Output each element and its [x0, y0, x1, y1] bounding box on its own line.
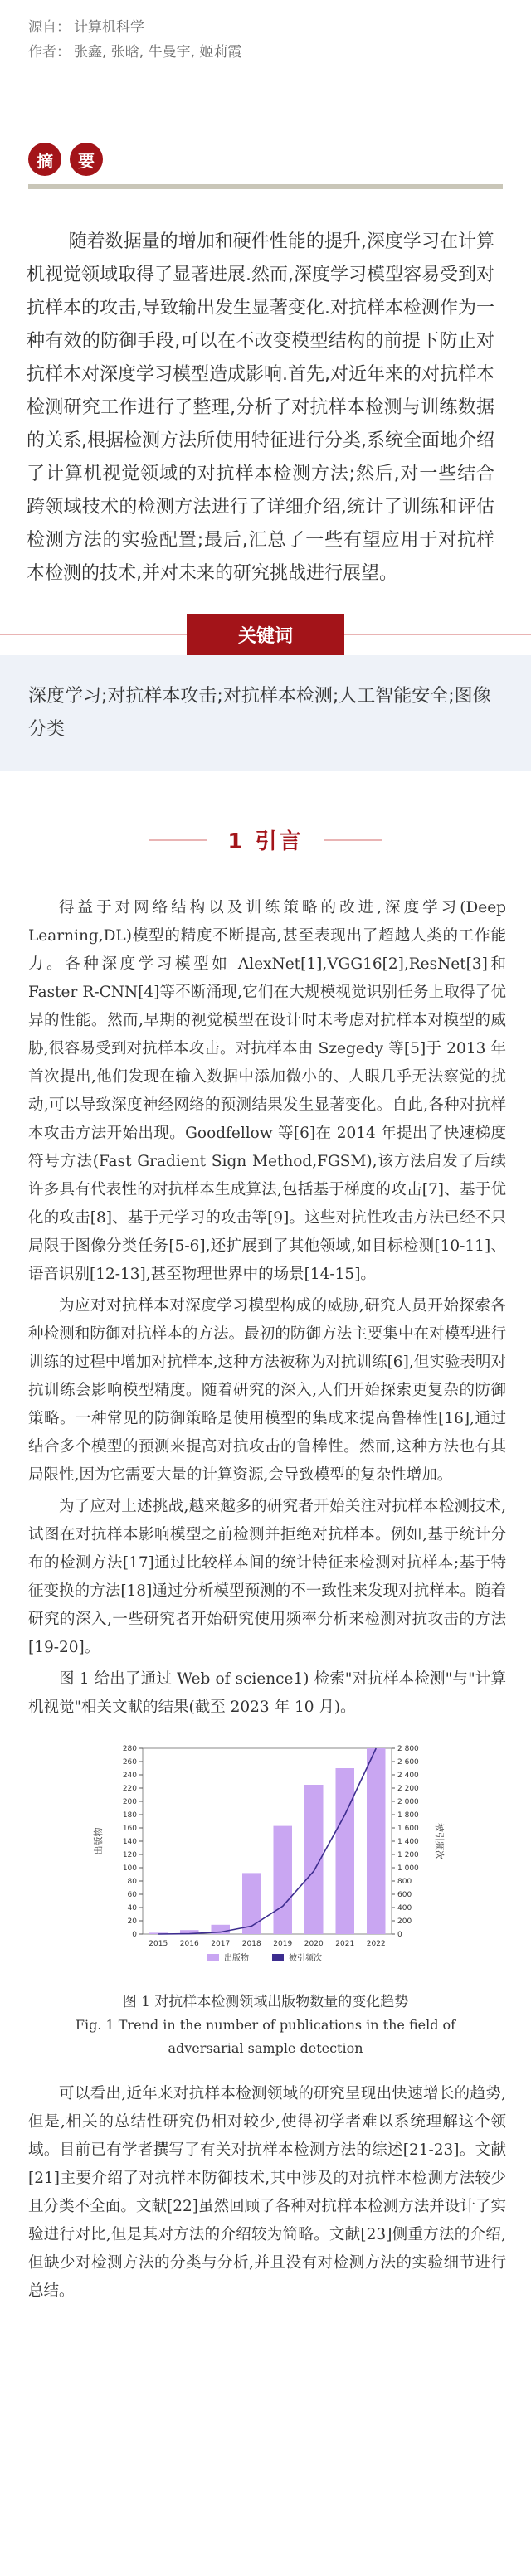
x-tick-label: 2017 [211, 1940, 231, 1948]
authors-value: 张鑫, 张晗, 牛曼宇, 姬莉霞 [74, 44, 242, 61]
left-tick-label: 280 [122, 1745, 137, 1753]
paragraph-1: 得益于对网络结构以及训练策略的改进,深度学习(Deep Learning,DL)模型的精度不断提高,甚至表现出了超越人类的工作能力。各种深度学习模型如 AlexNet[1],VGG16[2],ResNet[3]和 Faster R-CNN[4]等不断涌现,它们在大规模视觉识别任务上取得了优异的性能。然而,早期的视觉模型在设计时未考虑对抗样本对模型的威胁,很容易受到对抗样本攻击。对抗样本由 Szegedy 等[5]于 2013 年首次提出,他们发现在输入数据中添加微小的、人眼几乎无法察觉的扰动,可以导致深度神经网络的预测结果发生显著变化。自此,各种对抗样本攻击方法开始出现。Goodfellow 等[6]在 2014 年提出了快速梯度符号方法(Fast Gradient Sign Method,FGSM),该方法启发了后续许多具有代表性的对抗样本生成算法,包括基于梯度的攻击[7]、基于优化的攻击[8]、基于元学习的攻击等[9]。这些对抗性攻击方法已经不只局限于图像分类任务[5-6],还扩展到了其他领域,如目标检测[10-11]、语音识别[12-13],甚至物理世界中的场景[14-15]。 [28, 899, 506, 1283]
x-tick-label: 2019 [273, 1940, 293, 1948]
y-left-axis-title: 出版物 [93, 1827, 104, 1855]
right-tick-label: 2 800 [397, 1745, 419, 1753]
section-body [0, 858, 531, 1722]
right-tick-label: 200 [397, 1917, 412, 1926]
abstract-char-1: 摘 [28, 143, 61, 176]
x-tick-label: 2016 [179, 1940, 199, 1948]
x-tick-label: 2022 [366, 1940, 386, 1948]
abstract-text: 随着数据量的增加和硬件性能的提升,深度学习在计算机视觉领域取得了显著进展.然而,深度学习模型容易受到对抗样本的攻击,导致输出发生显著变化.对抗样本检测作为一种有效的防御手段,可以在不改变模型结构的前提下防止对抗样本对深度学习模型造成影响.首先,对近年来的对抗样本检测研究工作进行了整理,分析了对抗样本检测与训练数据的关系,根据检测方法所使用特征进行分类,系统全面地介绍了计算机视觉领域的对抗样本检测方法;然后,对一些结合跨领域技术的检测方法进行了详细介绍,统计了训练和评估检测方法的实验配置;最后,汇总了一些有望应用于对抗样本检测的技术,并对未来的研究挑战进行展望。 [27, 231, 494, 584]
left-tick-label: 220 [122, 1785, 137, 1793]
legend-bar-swatch [207, 1954, 219, 1961]
right-tick-label: 2 600 [397, 1758, 419, 1767]
right-tick-label: 2 200 [397, 1785, 419, 1793]
right-tick-label: 1 600 [397, 1825, 419, 1833]
section-heading [0, 824, 531, 858]
left-tick-label: 0 [132, 1931, 137, 1939]
left-tick-label: 260 [122, 1758, 137, 1767]
x-tick-label: 2015 [149, 1940, 168, 1948]
publications-chart [83, 1737, 448, 1985]
right-tick-label: 1 200 [397, 1851, 419, 1859]
abstract-body [0, 189, 531, 591]
left-tick-label: 180 [122, 1811, 137, 1820]
left-tick-label: 140 [122, 1838, 137, 1846]
left-tick-label: 240 [122, 1772, 137, 1780]
paragraph-4: 图 1 给出了通过 Web of science1) 检索"对抗样本检测"与"计算机视觉"相关文献的结果(截至 2023 年 10 月)。 [28, 1670, 506, 1716]
y-right-axis-title: 被引频次 [434, 1823, 445, 1859]
authors-line [28, 40, 503, 65]
right-tick-label: 1 800 [397, 1811, 419, 1820]
left-tick-label: 20 [127, 1917, 137, 1926]
source-value: 计算机科学 [74, 19, 144, 36]
bar [274, 1826, 293, 1934]
paragraph-5: 可以看出,近年来对抗样本检测领域的研究呈现出快速增长的趋势,但是,相关的总结性研究仍相对较少,使得初学者难以系统理解这个领域。目前已有学者撰写了有关对抗样本检测方法的综述[21-23]。文献[21]主要介绍了对抗样本防御技术,其中涉及的对抗样本检测方法较少且分类不全面。文献[22]虽然回顾了各种对抗样本检测方法并设计了实验进行对比,但是其对方法的介绍较为简略。文献[23]侧重方法的介绍,但缺少对检测方法的分类与分析,并且没有对检测方法的实验细节进行总结。 [28, 2085, 506, 2300]
abstract-heading [28, 143, 503, 176]
authors-label: 作者： [28, 44, 71, 61]
x-tick-label: 2020 [304, 1940, 324, 1948]
source-line [28, 15, 503, 40]
figure-caption-zh: 图 1 对抗样本检测领域出版物数量的变化趋势 [122, 1994, 409, 2010]
keywords-section [0, 614, 531, 771]
bar [367, 1748, 386, 1934]
section-title: 1 引言 [227, 829, 304, 854]
paragraph-3: 为了应对上述挑战,越来越多的研究者开始关注对抗样本检测技术,试图在对抗样本影响模型之前检测并拒绝对抗样本。例如,基于统计分布的检测方法[17]通过比较样本间的统计特征来检测对抗样本;基于特征变换的方法[18]通过分析模型预测的不一致性来发现对抗样本。随着研究的深入,一些研究者开始研究使用频率分析来检测对抗攻击的方法[19-20]。 [28, 1498, 506, 1656]
source-label: 源自： [28, 19, 71, 36]
article-meta [0, 0, 531, 65]
x-tick-label: 2018 [241, 1940, 261, 1948]
right-tick-label: 1 000 [397, 1864, 419, 1873]
abstract-char-2: 要 [70, 143, 103, 176]
right-tick-label: 2 000 [397, 1798, 419, 1806]
left-tick-label: 60 [127, 1891, 137, 1899]
x-tick-label: 2021 [335, 1940, 355, 1948]
left-tick-label: 40 [127, 1904, 137, 1913]
bar [242, 1873, 261, 1934]
right-tick-label: 0 [397, 1931, 402, 1939]
bar [336, 1768, 355, 1934]
section-body-continued [0, 2060, 531, 2306]
right-tick-label: 600 [397, 1891, 412, 1899]
left-tick-label: 100 [122, 1864, 137, 1873]
right-tick-label: 2 400 [397, 1772, 419, 1780]
left-tick-label: 200 [122, 1798, 137, 1806]
left-tick-label: 80 [127, 1878, 137, 1886]
right-tick-label: 800 [397, 1878, 412, 1886]
keywords-text: 深度学习;对抗样本攻击;对抗样本检测;人工智能安全;图像分类 [0, 655, 531, 771]
legend-bar-label: 出版物 [224, 1954, 249, 1963]
keywords-title: 关键词 [187, 614, 344, 655]
right-tick-label: 1 400 [397, 1838, 419, 1846]
paragraph-2: 为应对对抗样本对深度学习模型构成的威胁,研究人员开始探索各种检测和防御对抗样本的方法。最初的防御方法主要集中在对模型进行训练的过程中增加对抗样本,这种方法被称为对抗训练[6],但实验表明对抗训练会影响模型精度。随着研究的深入,人们开始探索更复杂的防御策略。一种常见的防御策略是使用模型的集成来提高鲁棒性[16],通过结合多个模型的预测来提高对抗攻击的鲁棒性。然而,这种方法也有其局限性,因为它需要大量的计算资源,会导致模型的复杂性增加。 [28, 1297, 506, 1484]
legend-line-label: 被引频次 [289, 1954, 322, 1963]
legend-line-swatch [272, 1954, 284, 1961]
left-tick-label: 160 [122, 1825, 137, 1833]
figure-caption-en: Fig. 1 Trend in the number of publications in the field of adversarial sample detection [75, 2017, 456, 2056]
left-tick-label: 120 [122, 1851, 137, 1859]
right-tick-label: 400 [397, 1904, 412, 1913]
figure-1-chart [83, 1737, 448, 1985]
